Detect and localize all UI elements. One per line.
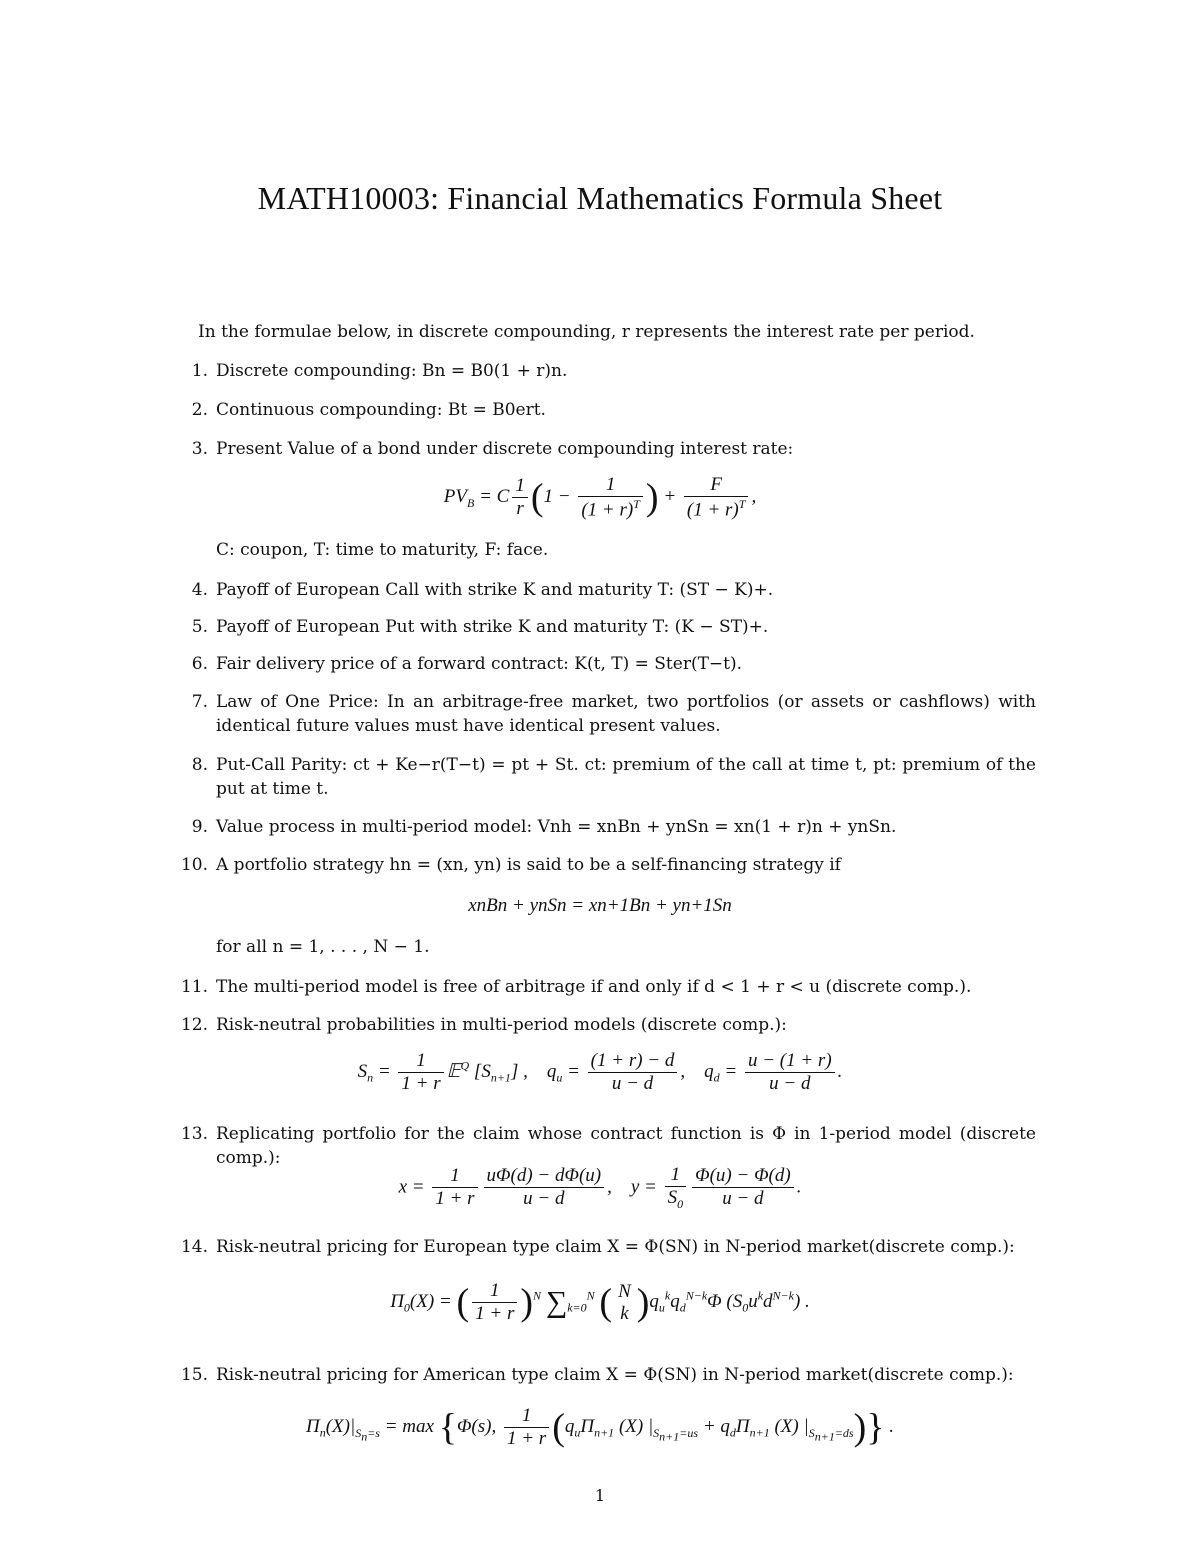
bond-note: C: coupon, T: time to maturity, F: face. bbox=[216, 540, 549, 560]
item-number: 12. bbox=[180, 1015, 208, 1035]
item-number: 5. bbox=[191, 617, 208, 637]
item-number: 8. bbox=[191, 755, 208, 775]
item-text: Law of One Price: In an arbitrage-free market, two portfolios (or assets or cashflows) with identical future values must have identical present values. bbox=[216, 692, 1036, 736]
item-number: 14. bbox=[180, 1237, 208, 1257]
item-number: 6. bbox=[191, 654, 208, 674]
item-number: 3. bbox=[191, 439, 208, 459]
item-text: Continuous compounding: Bt = B0ert. bbox=[216, 400, 546, 420]
item-text: Payoff of European Call with strike K and maturity T: (ST − K)+. bbox=[216, 580, 774, 600]
item-text: Discrete compounding: Bn = B0(1 + r)n. bbox=[216, 361, 568, 381]
item-number: 10. bbox=[180, 855, 208, 875]
page-number: 1 bbox=[594, 1486, 606, 1505]
item-text: The multi-period model is free of arbitrage if and only if d < 1 + r < u (discrete comp.). bbox=[216, 977, 972, 997]
item-number: 9. bbox=[191, 817, 208, 837]
replicating-portfolio-equation: x = $\frac{1}{1 + r}$ $\frac{u\Phi(d) - d\Phi(u)}{u - d}$ , y = $\frac{1}{S_0}$ $\frac{\Phi(u) - \Phi(d)}{u - d}$ . bbox=[398, 1164, 802, 1211]
item-text: Fair delivery price of a forward contract: K(t, T) = Ster(T−t). bbox=[216, 654, 743, 674]
self-financing-note: for all n = 1, . . . , N − 1. bbox=[216, 937, 430, 957]
bond-pv-equation: $PV_B = C$ $\frac{1}{r}$ (1 − $\frac{1}{(1 + r)^T}$ ) + $\frac{F}{(1 + r)^T}$ , bbox=[443, 474, 757, 521]
item-number: 13. bbox=[180, 1124, 208, 1144]
item-text: Put-Call Parity: ct + Ke−r(T−t) = pt + St. ct: premium of the call at time t, pt: premium of the put at time t. bbox=[216, 755, 1036, 799]
item-number: 4. bbox=[191, 580, 208, 600]
item-text: Value process in multi-period model: Vnh = xnBn + ynSn = xn(1 + r)n + ynSn. bbox=[216, 817, 897, 837]
item-number: 11. bbox=[180, 977, 208, 997]
item-number: 15. bbox=[180, 1365, 208, 1385]
risk-neutral-probabilities-equation: $S_n$ = $\frac{1}{1 + r}$ 𝔼$^Q$ $[S_{n+1}]$ , $q_u$ = $\frac{(1 + r) - d}{u - d}$ , $q_d$ = $\frac{u - (1 + r)}{u - d}$ . bbox=[357, 1050, 843, 1094]
item-text: Payoff of European Put with strike K and maturity T: (K − ST)+. bbox=[216, 617, 769, 637]
page-title: MATH10003: Financial Mathematics Formula Sheet bbox=[257, 180, 943, 216]
item-text: Replicating portfolio for the claim whose contract function is Φ in 1-period model (discrete comp.): bbox=[216, 1124, 1036, 1168]
self-financing-equation: xnBn + ynSn = xn+1Bn + yn+1Sn bbox=[468, 895, 732, 916]
item-number: 1. bbox=[191, 361, 208, 381]
european-pricing-equation: $\Pi_0(X)$ = ( $\frac{1}{1 + r}$ )$^N$ $\sum_{k=0}^N$ ( N k )$q_u^kq_d^{N-k}\Phi$ $(S_0u^kd^{N-k})$ . bbox=[390, 1280, 810, 1324]
item-number: 7. bbox=[191, 692, 208, 712]
item-text: Risk-neutral probabilities in multi-period models (discrete comp.): bbox=[216, 1015, 787, 1035]
intro-text: In the formulae below, in discrete compounding, r represents the interest rate per period. bbox=[198, 322, 975, 342]
item-text: A portfolio strategy hn = (xn, yn) is said to be a self-financing strategy if bbox=[216, 855, 841, 875]
item-text: Risk-neutral pricing for American type claim X = Φ(SN) in N-period market(discrete comp.): bbox=[216, 1365, 1014, 1385]
item-number: 2. bbox=[191, 400, 208, 420]
item-text: Risk-neutral pricing for European type claim X = Φ(SN) in N-period market(discrete comp.): bbox=[216, 1237, 1015, 1257]
american-pricing-equation: $\Pi_n(X)|_{S_n=s} = \max \{\Phi(s)$, $\frac{1}{1 + r}$ ($q_u\Pi_{n+1}$ (X) $|_{S_{n+1}=us} + q_d\Pi_{n+1}$ (X) $|_{S_{n+1}=ds}$)} . bbox=[305, 1405, 895, 1449]
item-text: Present Value of a bond under discrete compounding interest rate: bbox=[216, 439, 794, 459]
